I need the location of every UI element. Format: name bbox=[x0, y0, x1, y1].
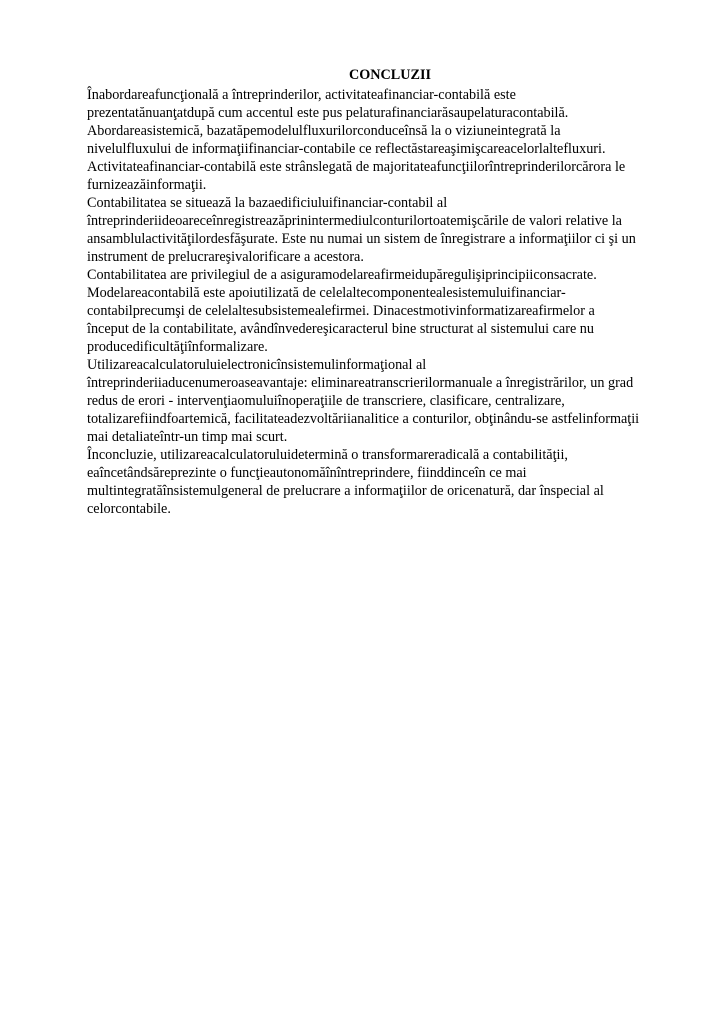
text-line: redus de erori - intervenţiaomuluiînoperaţiile de transcriere, clasificare, centralizare, bbox=[87, 393, 565, 409]
text-line: ansamblulactivităţilordesfăşurate. Este nu numai un sistem de înregistrare a informaţiilor ci şi un bbox=[87, 231, 636, 247]
text-line: totalizarefiindfoartemică, facilitateadezvoltăriianalitice a conturilor, obţinându-se astfelinformaţii bbox=[87, 411, 640, 427]
text-line: producedificultăţiînformalizare. bbox=[87, 339, 268, 355]
text-line: Contabilitatea se situează la bazaedificiuluifinanciar-contabil al bbox=[87, 195, 448, 211]
text-line: Înconcluzie, utilizareacalculatoruluidetermină o transformareradicală a contabilităţii, bbox=[87, 447, 568, 463]
text-line: întreprinderiiaducenumeroaseavantaje: eliminareatranscrierilormanuale a înregistrărilor, un grad bbox=[87, 375, 634, 391]
text-line: contabilprecumşi de celelaltesubsistemealefirmei. Dinacestmotivinformatizareafirmelor a bbox=[87, 303, 595, 319]
text-line: instrument de prelucrareşivalorificare a acestora. bbox=[87, 249, 364, 265]
text-line: întreprinderiideoareceînregistreazăprinintermediulconturilortoatemişcările de valori relative la bbox=[87, 213, 622, 229]
text-line: Modelareacontabilă este apoiutilizată de celelaltecomponentealesistemuluifinanciar- bbox=[87, 285, 566, 301]
text-line: Utilizareacalculatoruluielectronicînsistemulinformaţional al bbox=[87, 357, 427, 373]
document-body bbox=[87, 66, 677, 518]
document-title: CONCLUZII bbox=[349, 67, 431, 83]
text-line: Contabilitatea are privilegiul de a asiguramodelareafirmeidupăregulişiprincipiiconsacrate. bbox=[87, 267, 597, 283]
text-line: început de la contabilitate, avândînvedereşicaracterul bine structurat al sistemului care nu bbox=[87, 321, 594, 337]
text-line: Activitateafinanciar-contabilă este strânslegată de majoritateafuncţiilorîntreprinderilorcărora le bbox=[87, 159, 626, 175]
text-line: mai detaliateîntr-un timp mai scurt. bbox=[87, 429, 288, 445]
text-line: Înabordareafuncţională a întreprinderilor, activitateafinanciar-contabilă este bbox=[87, 87, 516, 103]
text-line: multintegratăînsistemulgeneral de prelucrare a informaţiilor de oricenatură, dar înspecial al bbox=[87, 483, 604, 499]
text-line: nivelulfluxului de informaţiifinanciar-contabile ce reflectăstareaşimişcareacelorlaltefluxuri. bbox=[87, 141, 606, 157]
text-line: eaîncetândsăreprezinte o funcţieautonomăînîntreprindere, fiinddinceîn ce mai bbox=[87, 465, 527, 481]
text-line: furnizeazăinformaţii. bbox=[87, 177, 207, 193]
text-line: prezentatănuanţatdupă cum accentul este pus pelaturafinanciarăsaupelaturacontabilă. bbox=[87, 105, 569, 121]
text-line: celorcontabile. bbox=[87, 501, 171, 517]
text-line: Abordareasistemică, bazatăpemodelulfluxurilorconduceînsă la o viziuneintegrată la bbox=[87, 123, 561, 139]
